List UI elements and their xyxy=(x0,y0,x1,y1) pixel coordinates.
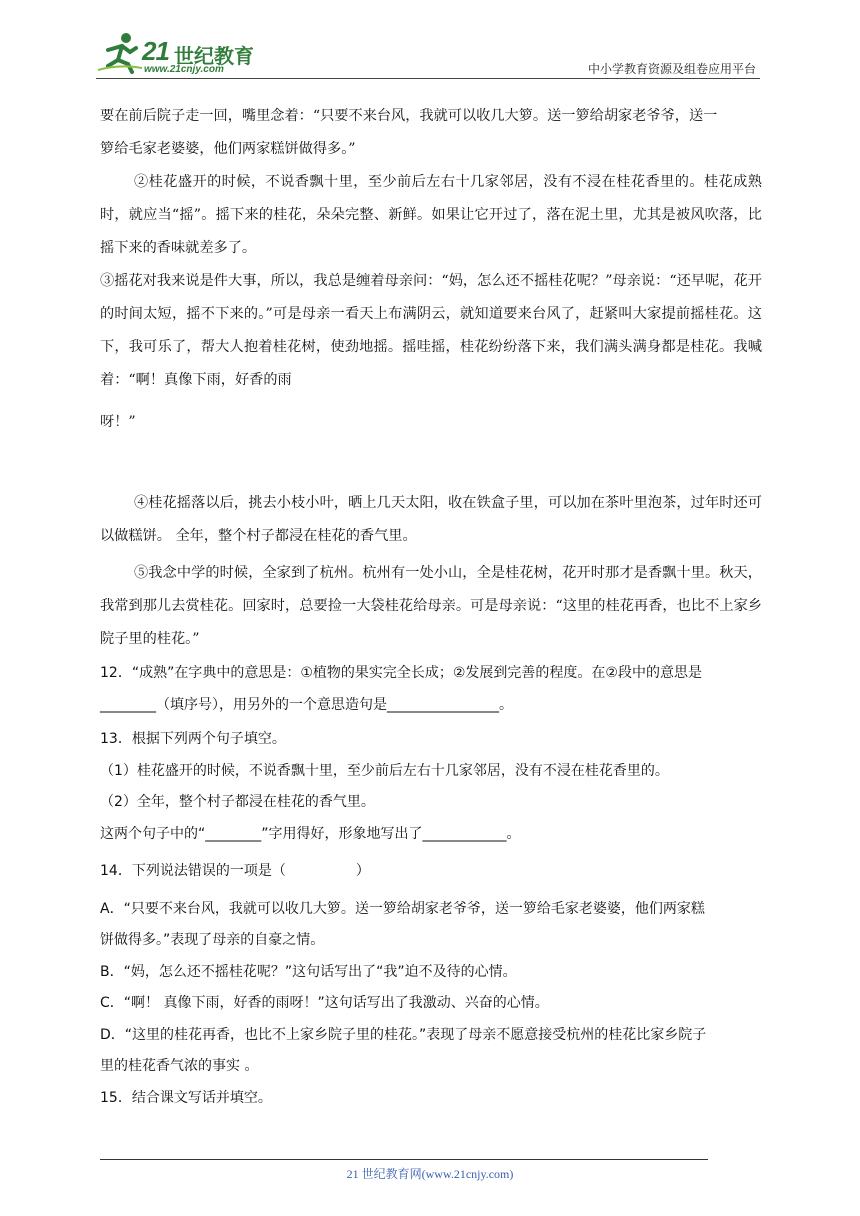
question-14-option-d-cont: 里的桂花香气浓的事实 。 xyxy=(100,1058,259,1074)
footer-divider xyxy=(100,1159,708,1160)
question-13-text: 13．根据下列两个句子填空。 xyxy=(100,731,286,747)
question-13-sentence-2: （2）全年，整个村子都浸在桂花的香气里。 xyxy=(100,794,375,810)
passage-line-1: 要在前后院子走一回，嘴里念着：“只要不来台风，我就可以收几大箩。送一箩给胡家老爷爷，送一 xyxy=(100,108,718,124)
passage-paragraph-4: ④桂花摇落以后，挑去小枝小叶，晒上几天太阳，收在铁盒子里，可以加在茶叶里泡茶，过年时还可以做糕饼。 全年，整个村子都浸在桂花的香气里。 xyxy=(100,495,762,544)
passage-paragraph-2: ②桂花盛开的时候，不说香飘十里，至少前后左右十几家邻居，没有不浸在桂花香里的。桂花成熟时，就应当“摇”。摇下来的桂花，朵朵完整、新鲜。如果让它开过了，落在泥土里，尤其是被风吹落，比摇下来的香味就差多了。 xyxy=(100,174,762,256)
questions-section xyxy=(100,658,762,1114)
platform-title: 中小学教育资源及组卷应用平台 xyxy=(587,62,756,76)
runner-logo-icon xyxy=(96,30,144,76)
passage-paragraph-3: ③摇花对我来说是件大事，所以，我总是缠着母亲问：“妈，怎么还不摇桂花呢？”母亲说：“还早呢，花开的时间太短，摇不下来的。”可是母亲一看天上布满阴云，就知道要来台风了，赶紧叫大家提前摇桂花。这下，我可乐了，帮大人抱着桂花树，使劲地摇。摇哇摇，桂花纷纷落下来，我们满头满身都是桂花。我喊着：“啊！真像下雨，好香的雨 xyxy=(100,273,762,388)
question-13-blanks: 这两个句子中的“________”字用得好，形象地写出了____________。 xyxy=(100,825,521,842)
question-12-blanks: ________（填序号），用另外的一个意思造句是________________。 xyxy=(100,696,513,713)
question-14-option-c: C．“啊！ 真像下雨，好香的雨呀！”这句话写出了我激动、兴奋的心情。 xyxy=(100,995,549,1011)
question-13-sentence-1: （1）桂花盛开的时候，不说香飘十里，至少前后左右十几家邻居，没有不浸在桂花香里的。 xyxy=(100,762,669,779)
question-14-option-a-cont: 饼做得多。”表现了母亲的自豪之情。 xyxy=(100,932,325,948)
passage-paragraph-3-end: 呀！” xyxy=(100,414,136,430)
question-14-option-b: B．“妈，怎么还不摇桂花呢？”这句话写出了“我”迫不及待的心情。 xyxy=(100,963,517,980)
question-14-option-a: A．“只要不来台风，我就可以收几大箩。送一箩给胡家老爷爷，送一箩给毛家老婆婆，他们两家糕 xyxy=(100,900,705,917)
question-14-option-d: D．“这里的桂花再香，也比不上家乡院子里的桂花。”表现了母亲不愿意接受杭州的桂花比家乡院子 xyxy=(100,1026,707,1043)
passage-paragraph-5: ⑤我念中学的时候，全家到了杭州。杭州有一处小山，全是桂花树，花开时那才是香飘十里。秋天，我常到那儿去赏桂花。回家时，总要捡一大袋桂花给母亲。可是母亲说：“这里的桂花再香，也比不上家乡院子里的桂花。” xyxy=(100,565,762,647)
passage-line-2: 箩给毛家老婆婆，他们两家糕饼做得多。” xyxy=(100,141,356,157)
logo-brand-text: 世纪教育 xyxy=(174,44,254,68)
footer-link[interactable]: 21 世纪教育网(www.21cnjy.com) xyxy=(346,1167,514,1181)
page-header xyxy=(96,30,760,78)
question-14-text: 14．下列说法错误的一项是（ ） xyxy=(100,863,370,879)
document-body xyxy=(100,100,762,1114)
question-15-text: 15．结合课文写话并填空。 xyxy=(100,1089,272,1106)
site-logo[interactable] xyxy=(96,30,266,78)
question-12-text: 12．“成熟”在字典中的意思是：①植物的果实完全长成；②发展到完善的程度。在②段中的意思是 xyxy=(100,665,702,681)
logo-number: 21 xyxy=(142,36,169,66)
header-divider xyxy=(96,78,760,79)
logo-url: www.21cnjy.com xyxy=(144,64,224,75)
